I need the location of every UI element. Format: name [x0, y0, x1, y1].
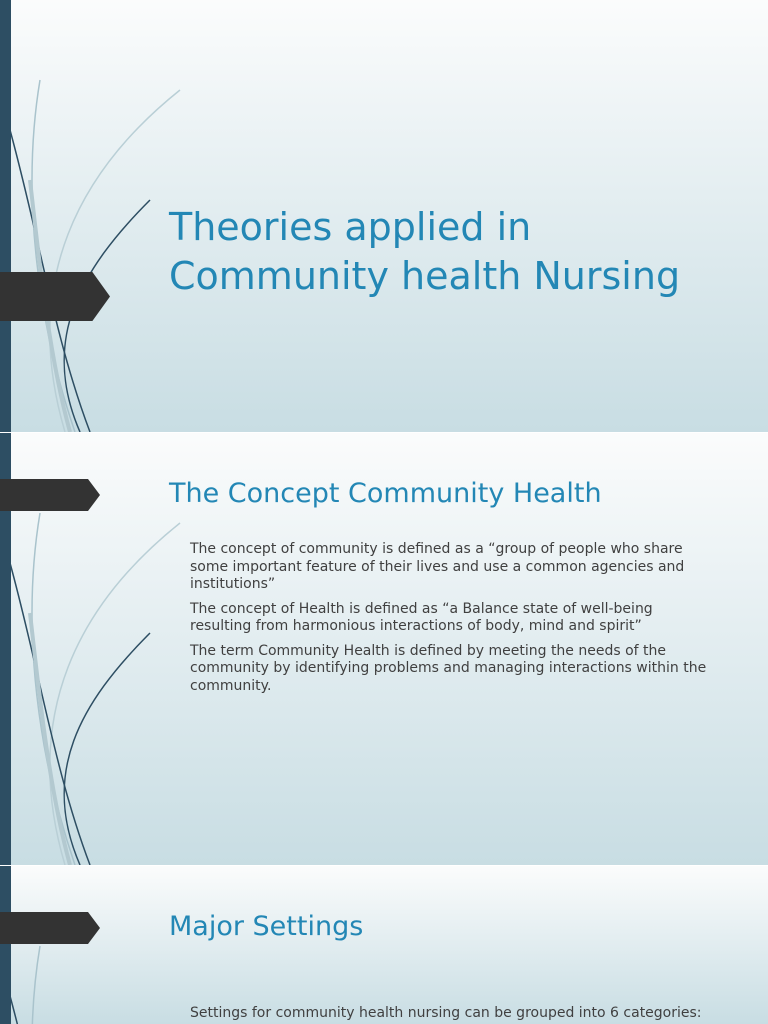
slide-title: The Concept Community Health: [169, 478, 602, 509]
list-item: [169, 541, 717, 594]
list-item: [169, 1005, 717, 1023]
list-item: [169, 601, 717, 636]
bullet-list: [169, 541, 717, 702]
slide-3: [0, 866, 768, 1024]
slide-title: Theories applied in Community health Nursing: [169, 205, 681, 298]
bullet-text: The concept of Health is defined as “a Balance state of well-being resulting from harmonious interactions of body, mind and spirit”: [190, 600, 653, 634]
bullet-text: The concept of community is defined as a “group of people who share some important feature of their lives and use a common agencies and institutions”: [190, 541, 685, 592]
slide-title: Major Settings: [169, 911, 364, 942]
bullet-text: The term Community Health is defined by meeting the needs of the community by identifying problems and managing interactions within the community.: [190, 642, 707, 694]
slide-tab-marker: [0, 272, 110, 321]
slide-tab-marker: [0, 912, 100, 944]
slide-1: [0, 0, 768, 432]
slide-2: [0, 433, 768, 865]
slide-tab-marker: [0, 479, 100, 511]
bullet-text: Settings for community health nursing can be grouped into 6 categories:: [190, 1005, 702, 1021]
bullet-list: [169, 1005, 717, 1024]
decorative-curves: [0, 866, 200, 1024]
list-item: [169, 643, 717, 696]
